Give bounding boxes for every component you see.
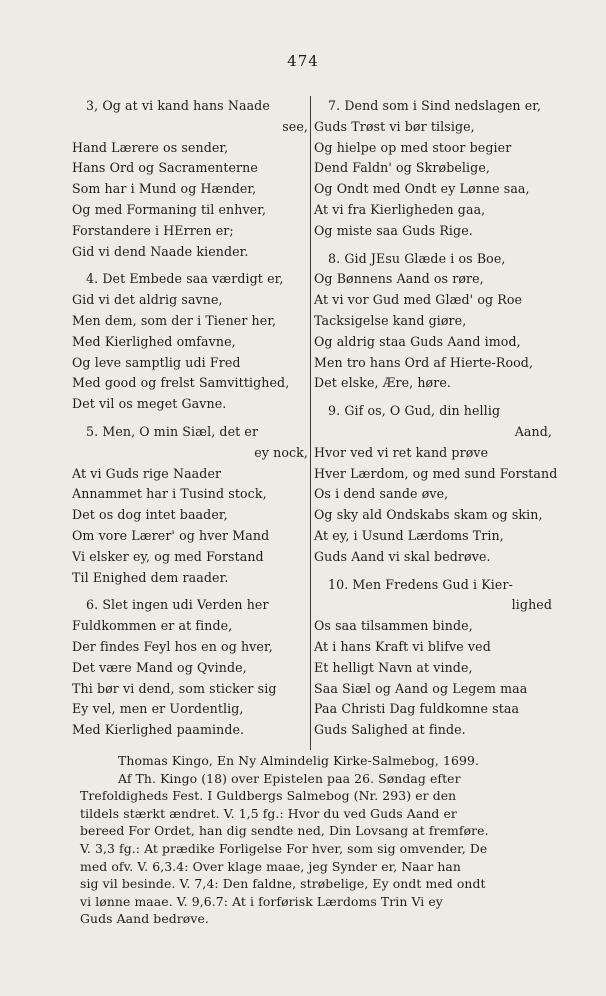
verse-line: 8. Gid JEsu Glæde i os Boe, (328, 250, 506, 266)
verse-line: Et helligt Navn at vinde, (314, 659, 473, 675)
verse-line: Det være Mand og Qvinde, (72, 659, 247, 675)
verse-line: Med Kierlighed omfavne, (72, 333, 236, 349)
verse-line: At i hans Kraft vi blifve ved (314, 638, 491, 654)
verse-line: Og aldrig staa Guds Aand imod, (314, 333, 521, 349)
verse-line: Tacksigelse kand giøre, (314, 312, 467, 328)
verse-line: ey nock, (254, 444, 308, 460)
hymn-notes (80, 752, 558, 928)
verse-line: Paa Christi Dag fuldkomne staa (314, 701, 520, 717)
verse-line: Det vil os meget Gavne. (72, 396, 227, 412)
verse-line: At ey, i Usund Lærdoms Trin, (314, 527, 504, 543)
verse-line: Thi bør vi dend, som sticker sig (72, 680, 277, 696)
hymn-verse (314, 401, 558, 567)
verse-line: Til Enighed dem raader. (72, 569, 229, 585)
verse-line: lighed (511, 597, 552, 613)
verse-line: Og leve samptlig udi Fred (72, 354, 241, 370)
hymn-verse (314, 575, 552, 741)
note-line: bereed For Ordet, han dig sendte ned, Din Lovsang at fremføre. (80, 823, 489, 839)
verse-line: Hand Lærere os sender, (72, 139, 229, 155)
verse-line: Annammet har i Tusind stock, (72, 486, 267, 502)
verse-line: Saa Siæl og Aand og Legem maa (314, 680, 528, 696)
right-column (314, 96, 558, 748)
verse-line: Hvor ved vi ret kand prøve (314, 444, 489, 460)
note-line: med ofv. V. 6,3.4: Over klage maae, jeg Synder er, Naar han (80, 858, 461, 874)
verse-line: Os i dend sande øve, (314, 486, 449, 502)
hymn-verse (314, 96, 552, 242)
hymn-verse (72, 595, 308, 741)
hymn-verse (72, 269, 308, 415)
verse-line: Fuldkommen er at finde, (72, 618, 233, 634)
note-line: V. 3,3 fg.: At prædike Forligelse For hver, som sig omvender, De (80, 840, 488, 856)
verse-line: Og med Formaning til enhver, (72, 201, 267, 217)
verse-line: Aand, (514, 423, 552, 439)
verse-line: Og Bønnens Aand os røre, (314, 271, 484, 287)
verse-line: Guds Salighed at finde. (314, 722, 466, 738)
verse-line: Ey vel, men er Uordentlig, (72, 701, 244, 717)
note-line: Guds Aand bedrøve. (80, 911, 209, 927)
verse-line: Og hielpe op med stoor begier (314, 139, 512, 155)
verse-line: At vi vor Gud med Glæd' og Roe (314, 292, 523, 308)
verse-line: Med good og frelst Samvittighed, (72, 375, 290, 391)
verse-line: Hver Lærdom, og med sund Forstand (314, 465, 558, 481)
note-line: Thomas Kingo, En Ny Almindelig Kirke-Salmebog, 1699. (118, 753, 479, 768)
verse-line: At vi fra Kierligheden gaa, (314, 201, 486, 217)
verse-line: see, (282, 118, 308, 134)
verse-line: Guds Aand vi skal bedrøve. (314, 548, 491, 564)
verse-line: 3, Og at vi kand hans Naade (86, 98, 270, 113)
verse-line: Der findes Feyl hos en og hver, (72, 638, 273, 654)
column-divider (310, 96, 311, 750)
hymn-verse (72, 96, 308, 262)
verse-line: Forstandere i HErren er; (72, 222, 234, 238)
verse-line: Gid vi dend Naade kiender. (72, 243, 249, 259)
note-line: vi lønne maae. V. 9,6.7: At i forførisk Lærdoms Trin Vi ey (80, 893, 443, 909)
verse-line: 7. Dend som i Sind nedslagen er, (328, 98, 542, 113)
note-line: Af Th. Kingo (18) over Epistelen paa 26. Søndag efter (118, 770, 461, 786)
hymn-verse (314, 249, 552, 395)
verse-line: Hans Ord og Sacramenterne (72, 160, 258, 176)
verse-line: Med Kierlighed paaminde. (72, 722, 245, 738)
verse-line: Men dem, som der i Tiener her, (72, 312, 277, 328)
verse-line: Som har i Mund og Hænder, (72, 181, 257, 197)
page-number: 474 (287, 52, 319, 70)
verse-line: 9. Gif os, O Gud, din hellig (328, 403, 501, 419)
verse-line: Og miste saa Guds Rige. (314, 222, 473, 238)
verse-line: At vi Guds rige Naader (72, 465, 222, 481)
verse-line: Dend Faldn' og Skrøbelige, (314, 160, 490, 176)
verse-line: Og sky ald Ondskabs skam og skin, (314, 507, 543, 523)
verse-line: Og Ondt med Ondt ey Lønne saa, (314, 181, 530, 197)
verse-line: 5. Men, O min Siæl, det er (86, 423, 259, 439)
verse-line: Det elske, Ære, høre. (314, 375, 452, 391)
verse-line: Det os dog intet baader, (72, 507, 228, 523)
hymn-verse (72, 422, 308, 588)
verse-line: Vi elsker ey, og med Forstand (72, 548, 264, 564)
left-column (72, 96, 308, 748)
verse-line: Om vore Lærer' og hver Mand (72, 527, 270, 543)
verse-line: Men tro hans Ord af Hierte-Rood, (314, 354, 534, 370)
note-line: tildels stærkt ændret. V. 1,5 fg.: Hvor du ved Guds Aand er (80, 805, 457, 821)
verse-line: 4. Det Embede saa værdigt er, (86, 271, 284, 287)
verse-line: Guds Trøst vi bør tilsige, (314, 118, 475, 134)
verse-line: Os saa tilsammen binde, (314, 618, 473, 634)
verse-line: 10. Men Fredens Gud i Kier- (328, 576, 513, 592)
note-line: Trefoldigheds Fest. I Guldbergs Salmebog (Nr. 293) er den (80, 788, 457, 804)
verse-line: Gid vi det aldrig savne, (72, 292, 223, 308)
verse-line: 6. Slet ingen udi Verden her (86, 597, 269, 613)
note-line: sig vil besinde. V. 7,4: Den faldne, strøbelige, Ey ondt med ondt (80, 876, 486, 892)
